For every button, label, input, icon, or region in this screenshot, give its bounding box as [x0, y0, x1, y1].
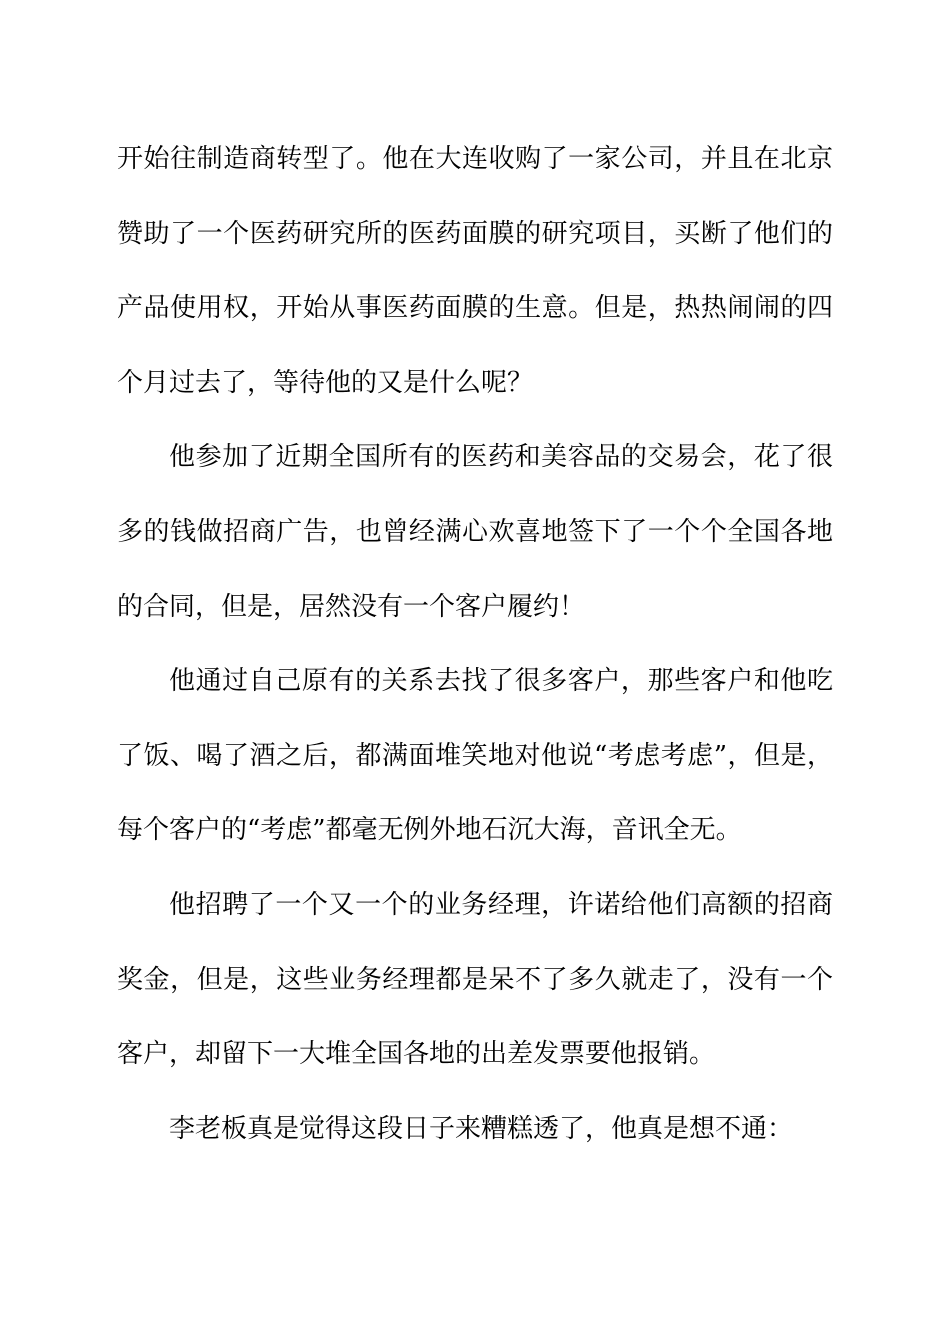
paragraph-old-contacts: 他通过自己原有的关系去找了很多客户，那些客户和他吃了饭、喝了酒之后，都满面堆笑地对他说“考虑考虑”，但是，每个客户的“考虑”都毫无例外地石沉大海，音讯全无。 — [117, 666, 833, 846]
paragraph-continuation: 开始往制造商转型了。他在大连收购了一家公司，并且在北京赞助了一个医药研究所的医药面膜的研究项目，买断了他们的产品使用权，开始从事医药面膜的生意。但是，热热闹闹的四个月过去了，等待他的又是什么呢？ — [117, 144, 833, 398]
paragraph-business-managers: 他招聘了一个又一个的业务经理，许诺给他们高额的招商奖金，但是，这些业务经理都是呆不了多久就走了，没有一个客户，却留下一大堆全国各地的出差发票要他报销。 — [117, 889, 833, 1070]
body-text — [117, 122, 833, 1166]
paragraph-boss-frustration: 李老板真是觉得这段日子来糟糕透了，他真是想不通： — [169, 1113, 794, 1144]
paragraph-trade-fairs: 他参加了近期全国所有的医药和美容品的交易会，花了很多的钱做招商广告，也曾经满心欢喜地签下了一个个全国各地的合同，但是，居然没有一个客户履约！ — [117, 442, 833, 622]
